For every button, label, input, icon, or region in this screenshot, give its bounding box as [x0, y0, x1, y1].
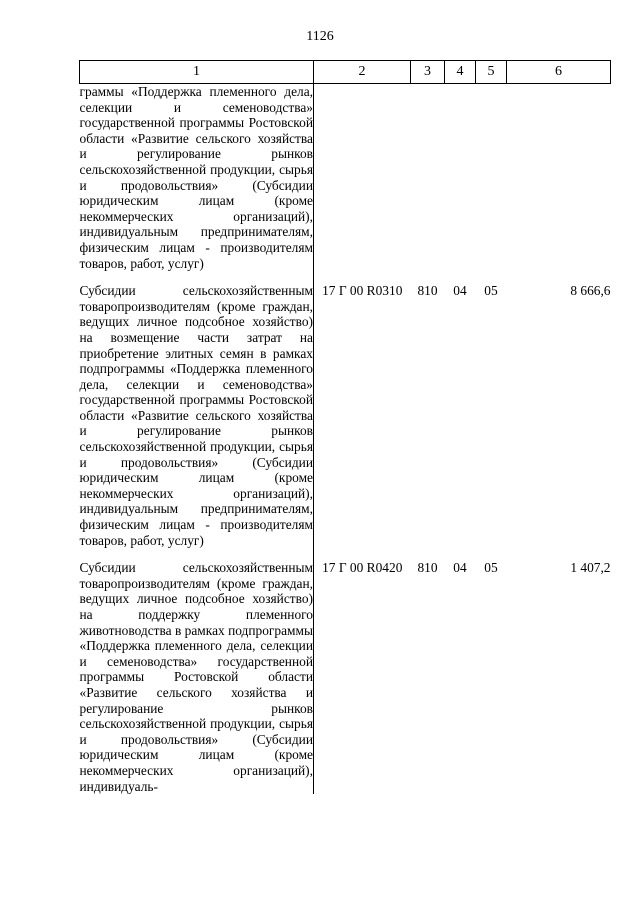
row-code: [314, 84, 411, 272]
row-spacer: [80, 271, 611, 283]
page-number: 1126: [306, 29, 334, 44]
row-rz: [445, 84, 476, 272]
row-code: 17 Г 00 R0420: [322, 560, 403, 576]
row-rz: 04: [453, 560, 467, 576]
table-row: [80, 560, 611, 794]
table-row: [80, 84, 611, 272]
col-header-5: 5: [476, 61, 507, 84]
row-spacer: [80, 548, 611, 560]
row-pr: [476, 84, 507, 272]
table-header-row: [80, 61, 611, 84]
row-vr: 810: [417, 560, 438, 576]
row-amount: 8 666,6: [570, 283, 611, 299]
row-vr: [411, 84, 445, 272]
col-header-3: 3: [411, 61, 445, 84]
row-description: Субсидии сельскохозяйственным товаропроизводителям (кроме граждан, ведущих личное подсобное хозяйство) на возмещение части затрат на приобретение элитных семян в рамках подпрограммы «Поддержка племенного дела, селекции и семеноводства» государственной программы Ростовской области «Развитие сельского хозяйства и регулирование рынков сельскохозяйственной продукции, сырья и продовольствия» (Субсидии юридическим лицам (кроме некоммерческих организаций), индивидуальным предпринимателям, физическим лицам - производителям товаров, работ, услуг): [79, 283, 313, 548]
col-header-2: 2: [314, 61, 411, 84]
row-amount: [507, 84, 611, 272]
row-pr: 05: [484, 283, 498, 299]
row-pr: 05: [484, 560, 498, 576]
spacer-cell: [80, 271, 314, 283]
budget-table: [79, 60, 611, 794]
row-description: граммы «Поддержка племенного дела, селекции и семеноводства» государственной программы Ростовской области «Развитие сельского хозяйства и регулирование рынков сельскохозяйственной продукции, сырья и продовольствия» (Субсидии юридическим лицам (кроме некоммерческих организаций), индивидуальным предпринимателям, физическим лицам - производителям товаров, работ, услуг): [79, 84, 313, 271]
spacer-cell: [80, 548, 314, 560]
row-rz: 04: [453, 283, 467, 299]
col-header-1: 1: [80, 61, 314, 84]
col-header-6: 6: [507, 61, 611, 84]
row-description: Субсидии сельскохозяйственным товаропроизводителям (кроме граждан, ведущих личное подсобное хозяйство) на поддержку племенного животноводства в рамках подпрограммы «Поддержка племенного дела, селекции и семеноводства» государственной программы Ростовской области «Развитие сельского хозяйства и регулирование рынков сельскохозяйственной продукции, сырья и продовольствия» (Субсидии юридическим лицам (кроме некоммерческих организаций), индивидуаль-: [79, 560, 313, 794]
table-row: [80, 283, 611, 548]
row-amount: 1 407,2: [570, 560, 611, 576]
col-header-4: 4: [445, 61, 476, 84]
row-code: 17 Г 00 R0310: [322, 283, 403, 299]
row-vr: 810: [417, 283, 438, 299]
